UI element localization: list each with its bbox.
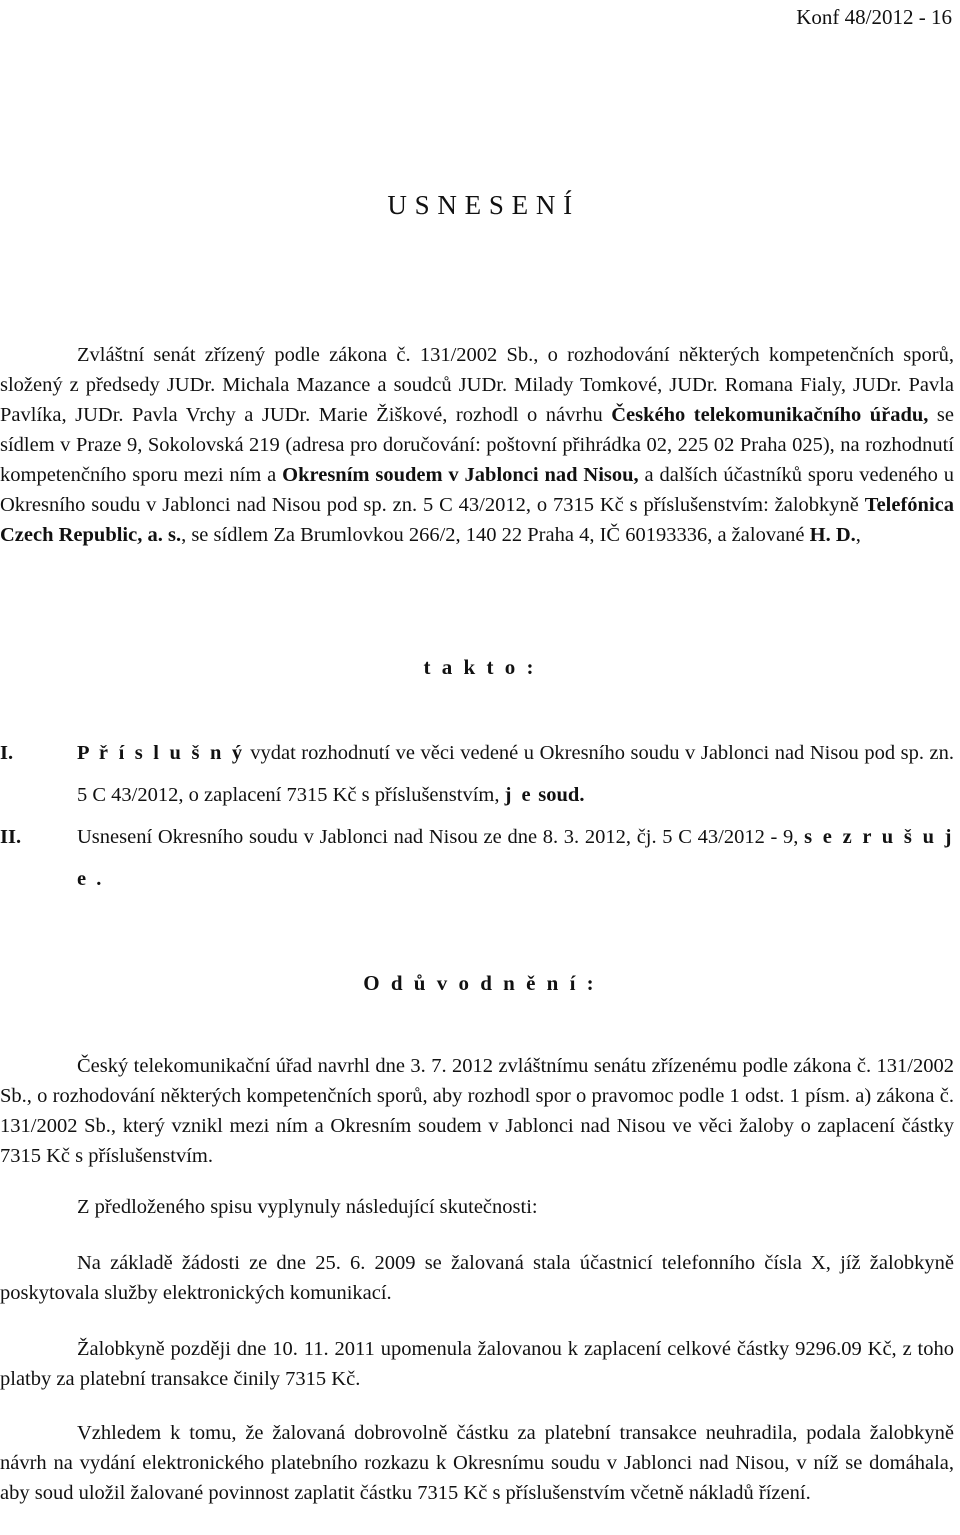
body-paragraph-2: Z předloženého spisu vyplynuly následující skutečnosti:	[77, 1196, 538, 1218]
defendant-name: H. D.	[809, 524, 856, 546]
court-name: Okresním soudem v Jablonci nad Nisou,	[282, 464, 639, 486]
verdict-item-2	[0, 816, 954, 900]
intro-paragraph	[0, 340, 954, 550]
verdict-number-2: II.	[0, 826, 22, 848]
verdict-body-2	[77, 816, 954, 900]
intro-text-5: ,	[855, 524, 861, 546]
document-reference: Konf 48/2012 - 16	[796, 5, 952, 29]
verdict-keyword-je: j e	[504, 784, 534, 806]
intro-text-4: , se sídlem Za Brumlovkou 266/2, 140 22 Praha 4, IČ 60193336, a žalované	[181, 524, 810, 546]
body-paragraph-3: Na základě žádosti ze dne 25. 6. 2009 se žalovaná stala účastnicí telefonního čísla X, jíž žalobkyně poskytovala služby elektronických komunikací.	[0, 1252, 954, 1304]
intro-text-1: Zvláštní senát zřízený podle zákona č. 131/2002 Sb., o rozhodování některých kompetenčních sporů, složený z předsedy JUDr. Michala Mazance a soudců JUDr. Milady Tomkové, JUDr. Romana Fialy, JUDr. Pavla Pavlíka, JUDr. Pavla Vrchy a JUDr. Marie Žiškové, rozhodl o návrhu	[0, 344, 954, 426]
plaintiff-name: Telefónica Czech Republic, a. s.	[0, 494, 954, 546]
verdict-keyword-soud: soud.	[538, 784, 585, 806]
verdict-keyword-zrusuje: s e z r u š u j e .	[77, 826, 955, 890]
body-paragraph-1: Český telekomunikační úřad navrhl dne 3. 7. 2012 zvláštnímu senátu zřízenému podle zákona č. 131/2002 Sb., o rozhodování některých kompetenčních sporů, aby rozhodl spor o pravomoc podle 1 odst. 1 písm. a) zákona č. 131/2002 Sb., který vznikl mezi ním a Okresním soudem v Jablonci nad Nisou ve věci žaloby o zaplacení částky 7315 Kč s příslušenstvím.	[0, 1055, 954, 1167]
oduvodneni-heading: O d ů v o d n ě n í :	[363, 971, 597, 995]
petitioner-name: Českého telekomunikačního úřadu,	[611, 404, 929, 426]
takto-heading: t a k t o :	[423, 655, 537, 679]
intro-text-3: a dalších účastníků sporu vedeného u Okresního soudu v Jablonci nad Nisou pod sp. zn. 5 C 43/2012, o 7315 Kč s příslušenstvím: žalobkyně	[0, 464, 954, 516]
document-title: U S N E S E N Í	[387, 190, 573, 220]
body-paragraph-5: Vzhledem k tomu, že žalovaná dobrovolně částku za platební transakce neuhradila, podala žalobkyně návrh na vydání elektronického platebního rozkazu k Okresnímu soudu v Jablonci nad Nisou, v níž se domáhala, aby soud uložil žalované povinnost zaplatit částku 7315 Kč s příslušenstvím včetně nákladů řízení.	[0, 1422, 954, 1504]
verdict-text-2: Usnesení Okresního soudu v Jablonci nad Nisou ze dne 8. 3. 2012, čj. 5 C 43/2012 - 9,	[77, 826, 805, 848]
verdict-keyword-prislusny: P ř í s l u š n ý	[77, 742, 245, 764]
verdict-number-1: I.	[0, 742, 14, 764]
verdict-body-1	[77, 732, 954, 816]
verdict-item-1	[0, 732, 954, 816]
verdict-text-1: vydat rozhodnutí ve věci vedené u Okresního soudu v Jablonci nad Nisou pod sp. zn. 5 C 43/2012, o zaplacení 7315 Kč s příslušenstvím,	[77, 742, 954, 806]
body-paragraph-4: Žalobkyně později dne 10. 11. 2011 upomenula žalovanou k zaplacení celkové částky 9296.09 Kč, z toho platby za platební transakce činily 7315 Kč.	[0, 1338, 954, 1390]
intro-text-2: se sídlem v Praze 9, Sokolovská 219 (adresa pro doručování: poštovní přihrádka 02, 225 02 Praha 025), na rozhodnutí kompetenčního sporu mezi ním a	[0, 404, 955, 486]
